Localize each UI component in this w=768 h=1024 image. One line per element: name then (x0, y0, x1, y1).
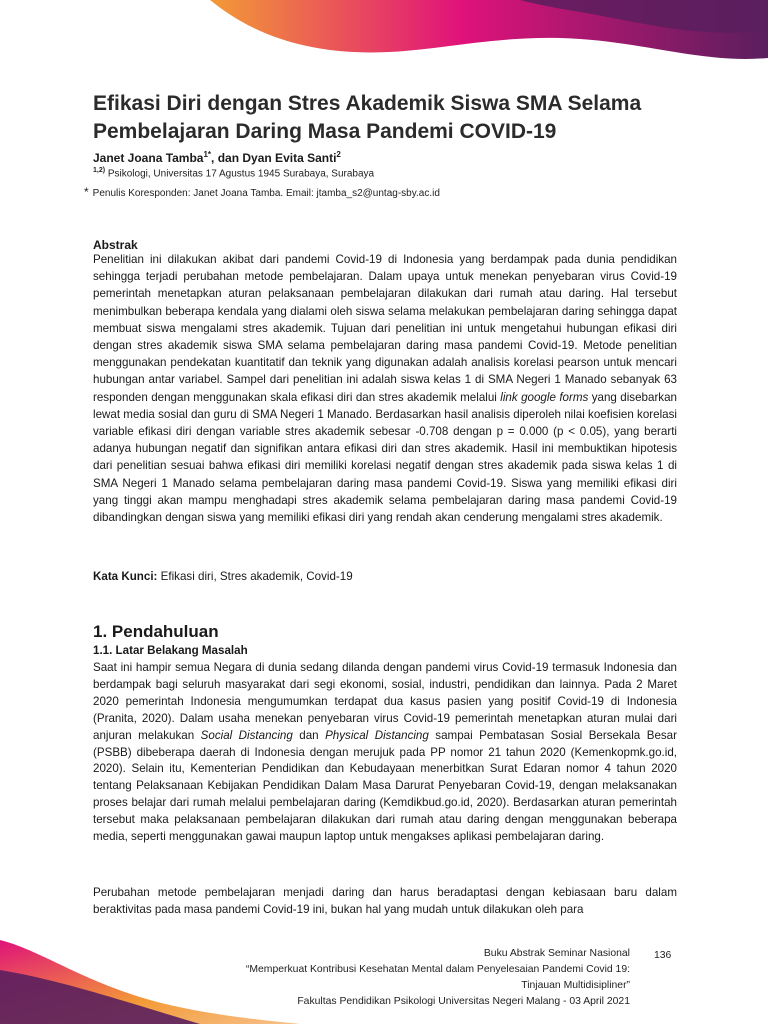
footer-line: Fakultas Pendidikan Psikologi Universitas Negeri Malang - 03 April 2021 (297, 996, 630, 1007)
keywords-text: Efikasi diri, Stres akademik, Covid-19 (157, 570, 353, 583)
author-line (93, 150, 341, 165)
author-name: Janet Joana Tamba (93, 151, 204, 165)
abstract-text: Penelitian ini dilakukan akibat dari pandemi Covid-19 di Indonesia yang berdampak pada dunia pendidikan sehingga terjadi perubahan metode pembelajaran. Dalam upaya untuk menekan penyebaran virus Covid-19 pemerintah menetapkan aturan pelaksanaan pembelajaran dilakukan dari rumah atau daring. Hal tersebut menimbulkan beberapa kendala yang dialami oleh siswa selama melakukan pembelajaran daring sehingga dapat membuat siswa mengalami stres akademik. Tujuan dari penelitian ini untuk mengetahui hubungan efikasi diri dengan stres akademik siswa SMA selama pembelajaran daring masa pandemi Covid-19. Metode penelitian menggunakan pendekatan kuantitatif dan teknik yang digunakan adalah analisis korelasi pearson untuk mencari hubungan antar variabel. Sampel dari penelitian ini adalah siswa kelas 1 di SMA Negeri 1 Manado sebanyak 63 responden dengan menggunakan skala efikasi diri dan stres akademik melalui (93, 253, 677, 404)
abstract-text: yang disebarkan lewat media sosial dan guru di SMA Negeri 1 Manado. Berdasarkan hasil analisis diperoleh nilai koefisien korelasi variable efikasi diri dengan variable stres akademik sebesar -0.708 dengan p = 0.000 (p < 0.05), yang berarti adanya hubungan negatif dan signifikan antara efikasi diri dan stres akademik. Hasil ini membuktikan hipotesis dari penelitian sesuai bahwa efikasi diri memiliki korelasi negatif dengan stres akademik pada siswa kelas 1 di SMA Negeri 1 Manado selama pembelajaran daring masa pandemi Covid-19. Siswa yang memiliki efikasi diri yang tinggi akan mampu menghadapi stres akademik selama pembelajaran daring masa pandemi Covid-19 dibandingkan dengan siswa yang memiliki efikasi diri yang rendah akan cenderung mengalami stres akademik. (93, 390, 677, 525)
paragraph-italic-text: Social Distancing (200, 728, 293, 742)
keywords-line (93, 570, 353, 583)
asterisk-mark: * (84, 185, 89, 199)
footer-line: Buku Abstrak Seminar Nasional (483, 948, 630, 959)
affiliation-mark: 1,2) (93, 167, 106, 174)
affiliation-text: Psikologi, Universitas 17 Agustus 1945 Surabaya, Surabaya (107, 168, 375, 180)
affiliation-line (93, 167, 374, 179)
subsection-heading: 1.1. Latar Belakang Masalah (93, 644, 248, 657)
body-paragraph (93, 660, 677, 846)
correspondence-line (84, 185, 440, 199)
header-wave-decoration (0, 0, 768, 70)
footer-line: “Memperkuat Kontribusi Kesehatan Mental dalam Penyelesaian Pandemi Covid 19: (245, 964, 630, 975)
paragraph-text: sampai Pembatasan Sosial Bersekala Besar (PSBB) dibeberapa daerah di Indonesia dengan merujuk pada PP nomor 21 tahun 2020 (Kemenkopmk.go.id, 2020). Selain itu, Kementerian Pendidikan dan Kebudayaan menerbitkan Surat Edaran nomor 4 tahun 2020 tentang Pelaksanaan Kebijakan Pendidikan Dalam Masa Darurat Penyebaran Covid-19, dengan melaksanakan proses belajar dari rumah melalui pembelajaran daring (Kemdikbud.go.id, 2020). Berdasarkan aturan pemerintah tersebut maka pelaksanaan pembelajaran dilakukan dari rumah atau daring dengan menggunakan beberapa media, seperti menggunakan gawai maupun laptop untuk mengakses aplikasi pembelajaran daring. (93, 728, 677, 844)
abstract-heading: Abstrak (93, 238, 138, 252)
footer-citation (170, 946, 630, 1010)
keywords-label: Kata Kunci: (93, 570, 158, 583)
abstract-italic-text: link google forms (500, 390, 589, 404)
author-affiliation-mark: 1* (203, 150, 212, 159)
abstract-body (93, 251, 677, 526)
page-number: 136 (654, 950, 672, 961)
paragraph-text: Saat ini hampir semua Negara di dunia sedang dilanda dengan pandemi virus Covid-19 termasuk Indonesia dan berdampak bagi seluruh masyarakat dari segi ekonomi, sosial, industri, pendidikan dan lainnya. Pada 2 Maret 2020 pemerintah Indonesia mengumumkan terdapat dua kasus pasien yang positif Covid-19 di Indonesia (Pranita, 2020). Dalam usaha menekan penyebaran virus Covid-19 pemerintah menetapkan aturan mulai dari anjuran melakukan (93, 661, 677, 742)
footer-line: Tinjauan Multidisipliner” (521, 980, 630, 991)
paragraph-text: dan (292, 728, 326, 742)
correspondence-text: Penulis Koresponden: Janet Joana Tamba. Email: jtamba_s2@untag-sby.ac.id (92, 188, 440, 199)
paper-title: Efikasi Diri dengan Stres Akademik Siswa SMA Selama Pembelajaran Daring Masa Pandemi COVID-19 (93, 92, 642, 143)
section-heading: 1. Pendahuluan (93, 622, 219, 641)
author-affiliation-mark: 2 (336, 150, 341, 159)
body-paragraph: Perubahan metode pembelajaran menjadi daring dan harus beradaptasi dengan kebiasaan baru dalam beraktivitas pada masa pandemi Covid-19 ini, bukan hal yang mudah untuk dilakukan oleh para (93, 886, 677, 916)
paragraph-italic-text: Physical Distancing (325, 728, 429, 742)
author-name: , dan Dyan Evita Santi (211, 151, 337, 165)
